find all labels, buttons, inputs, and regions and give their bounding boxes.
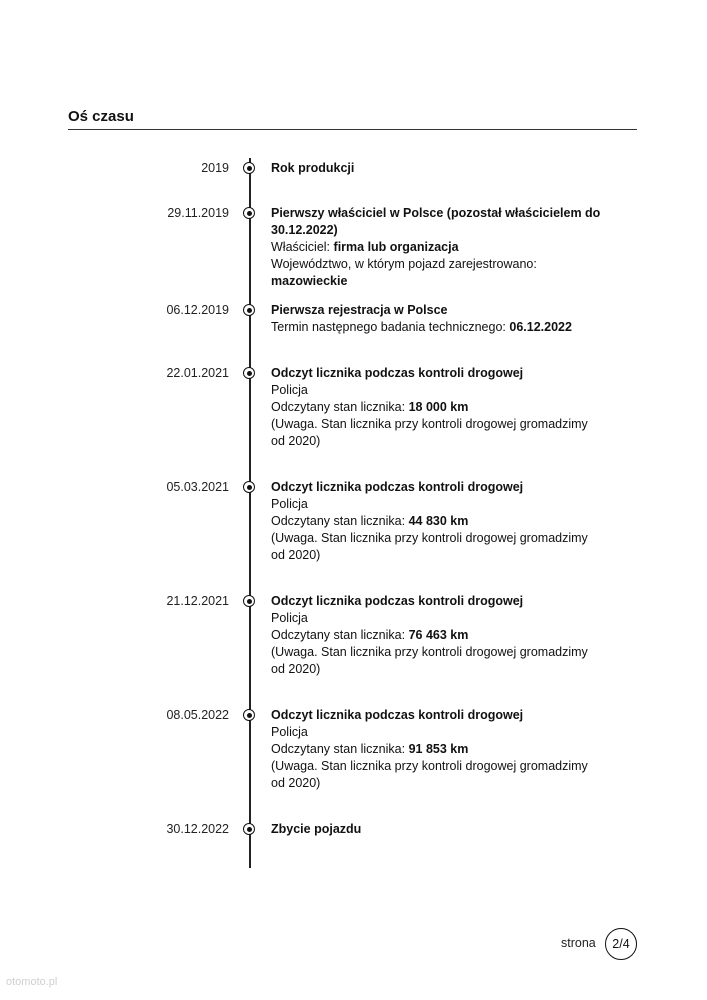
- timeline-date: 05.03.2021: [166, 480, 229, 494]
- event-note: (Uwaga. Stan licznika przy kontroli drogowej gromadzimy od 2020): [271, 759, 588, 790]
- timeline-dot-icon: [243, 367, 255, 379]
- reading-label: Odczytany stan licznika:: [271, 628, 406, 642]
- timeline-dot-icon: [243, 207, 255, 219]
- event-title: Odczyt licznika podczas kontroli drogowej: [271, 366, 524, 380]
- region-line: [271, 256, 601, 290]
- owner-label: Właściciel:: [271, 240, 331, 254]
- reading-value: 18 000 km: [408, 400, 469, 414]
- timeline-date: 22.01.2021: [166, 366, 229, 380]
- event-note: (Uwaga. Stan licznika przy kontroli drogowej gromadzimy od 2020): [271, 531, 588, 562]
- section-title: Oś czasu: [68, 108, 134, 125]
- event-source: Policja: [271, 383, 308, 397]
- reading-value: 44 830 km: [408, 514, 469, 528]
- timeline-body: [271, 160, 601, 177]
- timeline-date: 06.12.2019: [166, 303, 229, 317]
- event-title: Odczyt licznika podczas kontroli drogowej: [271, 480, 524, 494]
- event-source: Policja: [271, 725, 308, 739]
- event-title: Pierwszy właściciel w Polsce (pozostał właścicielem do 30.12.2022): [271, 206, 601, 237]
- inspection-value: 06.12.2022: [509, 320, 572, 334]
- timeline-body: [271, 821, 601, 838]
- reading-line: [271, 627, 601, 644]
- owner-value: firma lub organizacja: [333, 240, 459, 254]
- event-source: Policja: [271, 497, 308, 511]
- reading-value: 76 463 km: [408, 628, 469, 642]
- title-divider: [68, 129, 637, 130]
- timeline-dot-icon: [243, 709, 255, 721]
- timeline-dot-icon: [243, 595, 255, 607]
- timeline-line: [249, 158, 251, 868]
- reading-line: [271, 399, 601, 416]
- event-title: Odczyt licznika podczas kontroli drogowej: [271, 594, 524, 608]
- reading-line: [271, 741, 601, 758]
- timeline-dot-icon: [243, 481, 255, 493]
- region-value: mazowieckie: [271, 274, 348, 288]
- timeline-date: 29.11.2019: [167, 206, 229, 220]
- reading-line: [271, 513, 601, 530]
- timeline-body: [271, 302, 601, 336]
- timeline-body: [271, 365, 601, 450]
- timeline-body: [271, 479, 601, 564]
- event-source: Policja: [271, 611, 308, 625]
- timeline-date: 08.05.2022: [166, 708, 229, 722]
- watermark-logo: otomoto.pl: [6, 976, 58, 988]
- timeline-body: [271, 205, 601, 290]
- inspection-label: Termin następnego badania technicznego:: [271, 320, 506, 334]
- event-note: (Uwaga. Stan licznika przy kontroli drogowej gromadzimy od 2020): [271, 645, 588, 676]
- timeline-date: 2019: [201, 161, 229, 175]
- reading-value: 91 853 km: [408, 742, 469, 756]
- timeline-dot-icon: [243, 823, 255, 835]
- reading-label: Odczytany stan licznika:: [271, 514, 406, 528]
- timeline-body: [271, 593, 601, 678]
- page-label: strona: [561, 936, 596, 950]
- timeline-dot-icon: [243, 162, 255, 174]
- reading-label: Odczytany stan licznika:: [271, 400, 406, 414]
- event-title: Rok produkcji: [271, 161, 355, 175]
- timeline-date: 30.12.2022: [166, 822, 229, 836]
- owner-line: [271, 239, 601, 256]
- event-title: Odczyt licznika podczas kontroli drogowej: [271, 708, 524, 722]
- inspection-line: [271, 319, 601, 336]
- page-number: 2/4: [605, 928, 637, 960]
- timeline-date: 21.12.2021: [166, 594, 229, 608]
- event-note: (Uwaga. Stan licznika przy kontroli drogowej gromadzimy od 2020): [271, 417, 588, 448]
- event-title: Zbycie pojazdu: [271, 822, 362, 836]
- reading-label: Odczytany stan licznika:: [271, 742, 406, 756]
- timeline-body: [271, 707, 601, 792]
- region-label: Województwo, w którym pojazd zarejestrowano:: [271, 257, 537, 271]
- event-title: Pierwsza rejestracja w Polsce: [271, 303, 448, 317]
- timeline-dot-icon: [243, 304, 255, 316]
